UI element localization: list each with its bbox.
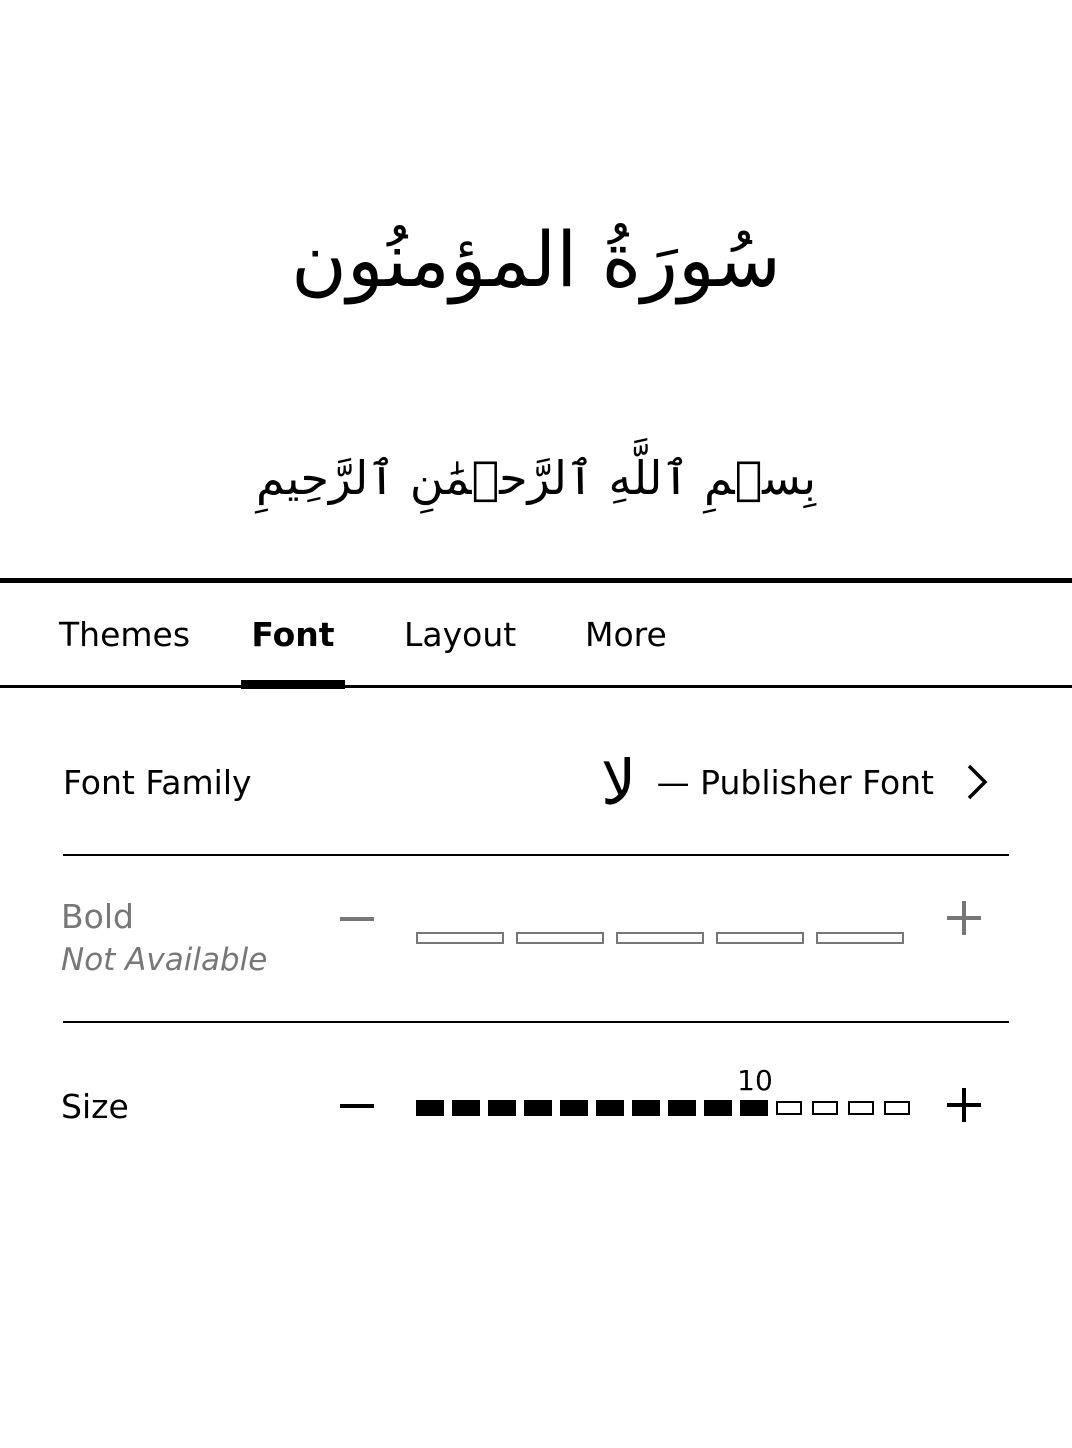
bold-label: Bold (61, 897, 134, 936)
chevron-right-icon (959, 762, 995, 802)
font-family-label: Font Family (63, 763, 252, 802)
bold-level-segment (616, 932, 704, 944)
tab-more[interactable]: More (585, 615, 667, 654)
size-decrease-button[interactable] (338, 1087, 378, 1127)
size-level-segment[interactable] (596, 1100, 624, 1116)
bold-level-segment (816, 932, 904, 944)
bold-row (0, 856, 1072, 1021)
size-level-segment[interactable] (632, 1100, 660, 1116)
size-level-segment[interactable] (812, 1101, 838, 1115)
tab-themes[interactable]: Themes (59, 615, 191, 654)
size-level-segment[interactable] (560, 1100, 588, 1116)
plus-icon (943, 898, 985, 940)
size-value: 10 (737, 1064, 773, 1097)
size-increase-button[interactable] (943, 1085, 985, 1127)
size-level-segment[interactable] (704, 1100, 732, 1116)
size-level-segment[interactable] (848, 1101, 874, 1115)
size-level-segment[interactable] (416, 1100, 444, 1116)
tab-layout[interactable]: Layout (404, 615, 517, 654)
size-label: Size (61, 1087, 129, 1126)
minus-icon (338, 900, 378, 940)
bold-increase-button[interactable] (943, 898, 985, 940)
bold-decrease-button[interactable] (338, 900, 378, 940)
size-level-segment[interactable] (524, 1100, 552, 1116)
surah-title: سُورَةُ المؤمنُون (291, 215, 781, 304)
size-level-segment[interactable] (776, 1101, 802, 1115)
bold-level-segment (516, 932, 604, 944)
tab-bar-divider (0, 685, 1072, 688)
font-sample-glyph: لا (601, 746, 637, 819)
size-level-segment[interactable] (488, 1100, 516, 1116)
size-level-segment[interactable] (452, 1100, 480, 1116)
font-family-row[interactable] (63, 718, 1009, 853)
bold-status: Not Available (61, 942, 268, 978)
size-level-segment[interactable] (884, 1101, 910, 1115)
tab-font[interactable]: Font (251, 615, 335, 654)
font-family-value: — Publisher Font (656, 763, 934, 802)
basmala-text: بِسۡمِ ٱللَّهِ ٱلرَّحۡمَٰنِ ٱلرَّحِيمِ (255, 451, 817, 505)
book-page (0, 0, 1072, 578)
size-level-segment[interactable] (668, 1100, 696, 1116)
bold-level-segment (416, 932, 504, 944)
font-settings-panel (0, 578, 1072, 1448)
minus-icon (338, 1087, 378, 1127)
bold-level-segment (716, 932, 804, 944)
size-row (0, 1023, 1072, 1183)
size-level-segment[interactable] (740, 1100, 768, 1116)
settings-tab-bar (0, 583, 1072, 686)
plus-icon (943, 1085, 985, 1127)
